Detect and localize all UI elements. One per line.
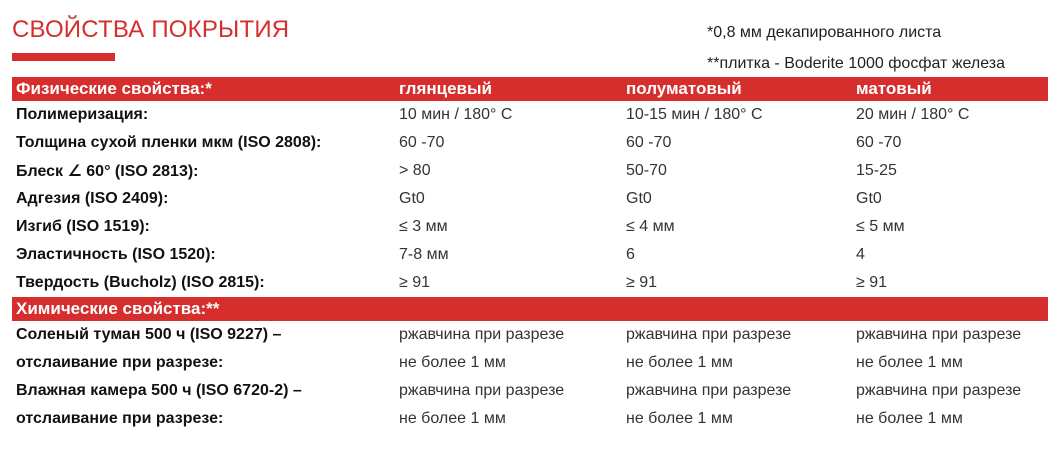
cell-value: 4 <box>856 246 865 263</box>
cell-line: ржавчина при разрезе <box>626 326 792 343</box>
row-label: Адгезия (ISO 2409): <box>16 190 169 207</box>
table-row <box>12 321 1048 377</box>
footnote-1: *0,8 мм декапированного листа <box>707 24 942 41</box>
row-label <box>12 377 395 433</box>
cell-line: не более 1 мм <box>856 410 963 427</box>
table-row <box>12 377 1048 433</box>
table-row <box>12 241 1048 269</box>
cell-value: ≥ 91 <box>856 274 888 291</box>
physical-header-row <box>12 77 1048 101</box>
properties-table <box>12 77 1048 433</box>
cell-value: 20 мин / 180° C <box>856 106 970 123</box>
cell-value: Gt0 <box>856 190 882 207</box>
table-row <box>12 185 1048 213</box>
cell-value <box>852 377 1048 433</box>
table-row <box>12 269 1048 297</box>
title-underline <box>12 53 115 61</box>
table-row <box>12 129 1048 157</box>
cell-line: не более 1 мм <box>399 410 506 427</box>
cell-value: ≤ 4 мм <box>626 218 675 235</box>
table-row <box>12 101 1048 129</box>
table-row <box>12 213 1048 241</box>
chemical-header-row <box>12 297 1048 321</box>
cell-value <box>622 377 852 433</box>
cell-line: не более 1 мм <box>399 354 506 371</box>
cell-value: > 80 <box>399 162 431 179</box>
cell-value: ≤ 5 мм <box>856 218 905 235</box>
row-label-line: отслаивание при разрезе: <box>16 354 224 371</box>
cell-value: 60 -70 <box>626 134 672 151</box>
cell-line: ржавчина при разрезе <box>626 382 792 399</box>
column-matte: матовый <box>852 77 1048 101</box>
cell-value: 10 мин / 180° C <box>399 106 513 123</box>
cell-value: Gt0 <box>399 190 425 207</box>
cell-line: ржавчина при разрезе <box>399 326 565 343</box>
cell-value: 7-8 мм <box>399 246 449 263</box>
cell-line: не более 1 мм <box>626 354 733 371</box>
cell-value <box>852 321 1048 377</box>
cell-value: ≥ 91 <box>626 274 658 291</box>
row-label: Эластичность (ISO 1520): <box>16 246 216 263</box>
cell-value: 15-25 <box>856 162 897 179</box>
cell-value: Gt0 <box>626 190 652 207</box>
physical-heading: Физические свойства:* <box>12 77 395 101</box>
row-label-line: Соленый туман 500 ч (ISO 9227) – <box>16 326 282 343</box>
row-label: Изгиб (ISO 1519): <box>16 218 150 235</box>
cell-line: ржавчина при разрезе <box>856 326 1022 343</box>
row-label <box>12 321 395 377</box>
cell-value: 50-70 <box>626 162 667 179</box>
cell-line: ржавчина при разрезе <box>399 382 565 399</box>
cell-line: не более 1 мм <box>856 354 963 371</box>
cell-line: ржавчина при разрезе <box>856 382 1022 399</box>
column-glossy: глянцевый <box>395 77 622 101</box>
row-label: Твердость (Bucholz) (ISO 2815): <box>16 274 265 291</box>
footnote-2: **плитка - Boderite 1000 фосфат железа <box>707 55 1005 72</box>
row-label: Толщина сухой пленки мкм (ISO 2808): <box>16 134 322 151</box>
cell-value: 6 <box>626 246 635 263</box>
cell-value: ≥ 91 <box>399 274 431 291</box>
cell-value <box>395 321 622 377</box>
footnotes <box>707 22 1005 84</box>
cell-value: ≤ 3 мм <box>399 218 448 235</box>
row-label: Полимеризация: <box>16 106 149 123</box>
cell-value: 60 -70 <box>399 134 445 151</box>
cell-value: 60 -70 <box>856 134 902 151</box>
column-semimatte: полуматовый <box>622 77 852 101</box>
page-title: СВОЙСТВА ПОКРЫТИЯ <box>12 16 290 43</box>
row-label-line: Влажная камера 500 ч (ISO 6720-2) – <box>16 382 302 399</box>
table-row <box>12 157 1048 185</box>
cell-value <box>622 321 852 377</box>
cell-line: не более 1 мм <box>626 410 733 427</box>
cell-value <box>395 377 622 433</box>
row-label-line: отслаивание при разрезе: <box>16 410 224 427</box>
chemical-heading: Химические свойства:** <box>12 297 1048 321</box>
row-label: Блеск ∠ 60° (ISO 2813): <box>16 163 199 180</box>
cell-value: 10-15 мин / 180° C <box>626 106 763 123</box>
